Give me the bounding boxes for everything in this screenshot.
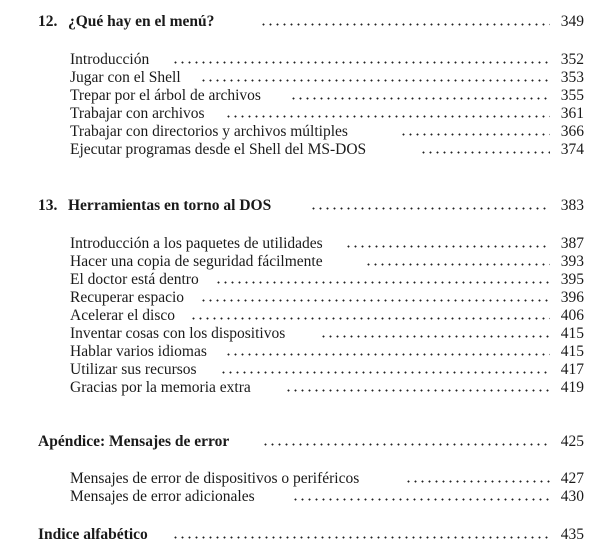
entry-label: Ejecutar programas desde el Shell del MS-DOS [70,140,369,160]
toc-entry [0,68,600,88]
toc-entry [0,104,600,124]
entry-label: Gracias por la memoria extra [70,378,254,398]
toc-entry [0,360,600,380]
entry-label: Trepar por el árbol de archivos [70,86,264,106]
toc-appendix [0,432,600,452]
page-number: 435 [558,525,584,545]
entry-label: Hacer una copia de seguridad fácilmente [70,252,326,272]
chapter-title: ¿Qué hay en el menú? [68,13,215,30]
dot-leader [225,353,550,356]
toc-chapter-13 [0,196,600,216]
page-number: 355 [558,86,584,106]
dot-leader [190,317,550,320]
page-number: 419 [558,378,584,398]
entry-label: Mensajes de error adicionales [70,487,258,507]
chapter-number: 12. [38,13,58,30]
page-number: 425 [558,432,584,452]
entry-label: Introducción [70,50,152,70]
entry-label: Utilizar sus recursos [70,360,200,380]
dot-leader [405,480,550,483]
dot-leader [345,245,550,248]
toc-entry [0,487,600,507]
chapter-title: Herramientas en torno al DOS [68,197,272,214]
page-number: 353 [558,68,584,88]
dot-leader [220,371,550,374]
entry-label: Jugar con el Shell [70,68,184,88]
dot-leader [172,61,550,64]
page-number: 417 [558,360,584,380]
dot-leader [320,335,550,338]
dot-leader [292,498,550,501]
dot-leader [225,115,550,118]
entry-label: Introducción a los paquetes de utilidades [70,234,326,254]
page-number: 383 [558,196,584,216]
entry-label: Trabajar con archivos [70,104,208,124]
dot-leader [172,536,550,539]
appendix-title: Apéndice: Mensajes de error [38,432,232,452]
toc-entry [0,122,600,142]
entry-label: Acelerar el disco [70,306,178,326]
toc-index [0,525,600,545]
page-number: 415 [558,324,584,344]
entry-label: Trabajar con directorios y archivos múltiples [70,122,351,142]
toc-entry [0,288,600,308]
toc-entry [0,86,600,106]
index-title: Indice alfabético [38,525,151,545]
page-number: 395 [558,270,584,290]
page-number: 366 [558,122,584,142]
page-number: 406 [558,306,584,326]
toc-entry [0,378,600,398]
entry-label: El doctor está dentro [70,270,202,290]
toc-chapter-12 [0,12,600,32]
toc-entry [0,324,600,344]
dot-leader [262,443,550,446]
dot-leader [200,79,550,82]
page-number: 361 [558,104,584,124]
dot-leader [260,23,550,26]
page-number: 352 [558,50,584,70]
toc-entry [0,140,600,160]
dot-leader [200,299,550,302]
chapter-number: 13. [38,197,58,214]
page-number: 396 [558,288,584,308]
dot-leader [365,263,550,266]
toc-entry [0,306,600,326]
page-number: 374 [558,140,584,160]
page-number: 415 [558,342,584,362]
page-number: 349 [558,12,584,32]
dot-leader [310,207,550,210]
toc-entry [0,342,600,362]
toc-entry [0,252,600,272]
page-number: 430 [558,487,584,507]
dot-leader [290,97,550,100]
entry-label: Recuperar espacio [70,288,187,308]
toc-entry [0,234,600,254]
entry-label: Mensajes de error de dispositivos o periféricos [70,469,362,489]
entry-label: Inventar cosas con los dispositivos [70,324,288,344]
toc-entry [0,469,600,489]
dot-leader [400,133,550,136]
page-number: 387 [558,234,584,254]
page-number: 427 [558,469,584,489]
dot-leader [420,151,550,154]
toc-entry [0,270,600,290]
toc-entry [0,50,600,70]
page-number: 393 [558,252,584,272]
dot-leader [285,389,550,392]
entry-label: Hablar varios idiomas [70,342,210,362]
dot-leader [215,281,550,284]
